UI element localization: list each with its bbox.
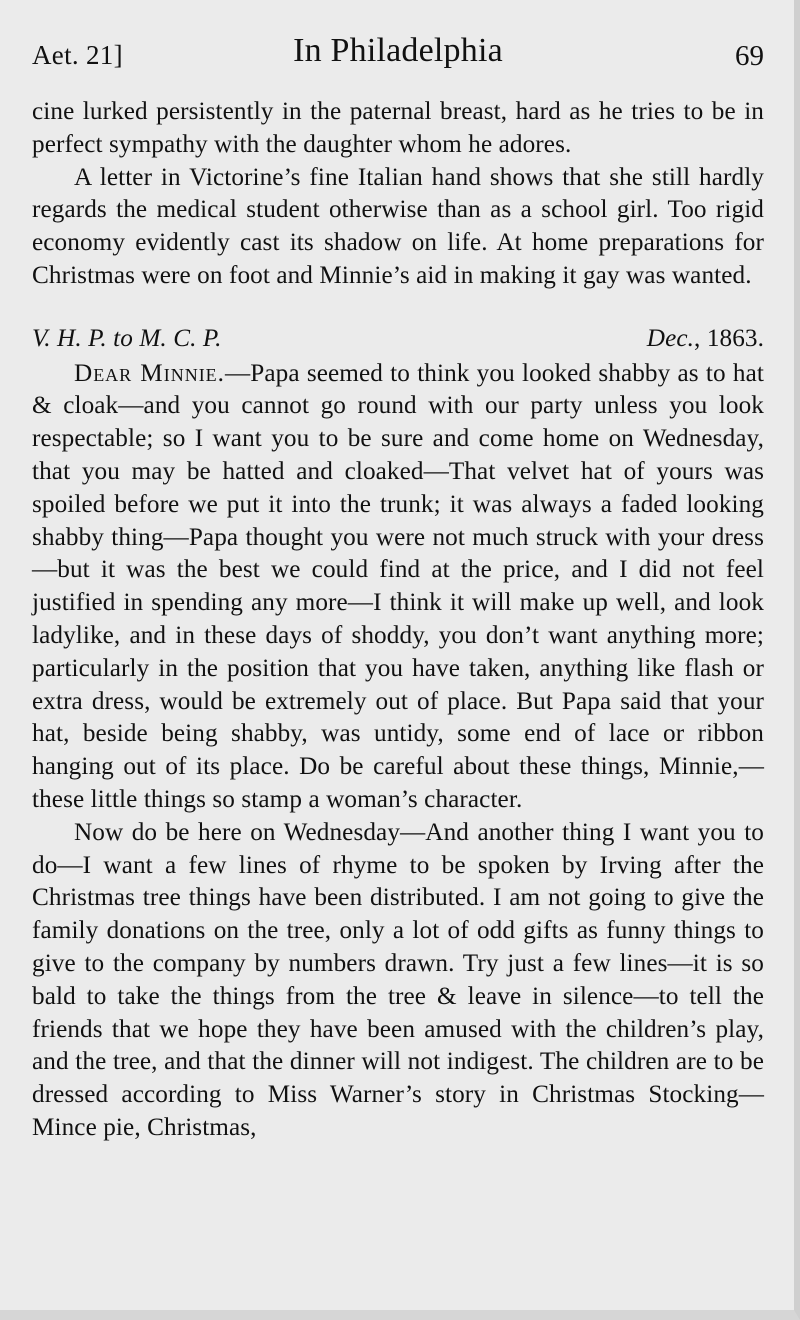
section-gap [32,293,764,323]
letter-paragraph-1 [32,358,764,817]
letter-date [647,323,764,356]
page-body [32,96,764,1145]
paragraph-victorine-letter: A letter in Victorine’s fine Italian hand shows that she still hardly regards the medical student otherwise than as a school girl. Too rigid economy evidently cast its shadow on life. At home preparations for Christmas were on foot and Minnie’s aid in making it gay was wanted. [32,163,764,289]
letter-paragraph-2: Now do be here on Wednesday—And another thing I want you to do—I want a few lines of rhyme to be spoken by Irving after the Christmas tree things have been distributed. I am not going to give the family donations on the tree, only a lot of odd gifts as funny things to give to the company by numbers drawn. Try just a few lines—it is so bald to take the things from the tree & leave in silence—to tell the friends that we hope they have been amused with the children’s play, and the tree, and that the dinner will not indigest. The children are to be dressed according to Miss Warner’s story in Christmas Stocking—Mince pie, Christmas, [32,818,764,1141]
letter-salutation: Dear Minnie. [74,359,225,387]
letter-date-year: , 1863. [694,324,764,352]
letter-heading [32,323,764,356]
paragraph-continued: cine lurked persistently in the paternal breast, hard as he tries to be in perfect sympathy with the daughter whom he adores. [32,98,764,158]
running-head-age: Aet. 21] [32,40,123,70]
page-number: 69 [735,40,764,72]
running-header [32,30,764,80]
letter-correspondents: V. H. P. to M. C. P. [32,324,222,352]
letter-date-month: Dec. [646,324,695,352]
letter-paragraph-1-text: —Papa seemed to think you looked shabby as to hat & cloak—and you cannot go round with our party unless you look respectable; so I want you to be sure and come home on Wednesday, that you may be hatted and cloaked—That velvet hat of yours was spoiled before we put it into the trunk; it was always a faded looking shabby thing—Papa thought you were not much struck with your dress—but it was the best we could find at the price, and I did not feel justified in spending any more—I think it will make up well, and look ladylike, and in these days of shoddy, you don’t want anything more; particularly in the position that you have taken, anything like flash or extra dress, would be extremely out of place. But Papa said that your hat, beside being shabby, was untidy, some end of lace or ribbon hanging out of its place. Do be careful about these things, Minnie,—these little things so stamp a woman’s character. [32,359,764,813]
running-title: In Philadelphia [293,32,503,69]
